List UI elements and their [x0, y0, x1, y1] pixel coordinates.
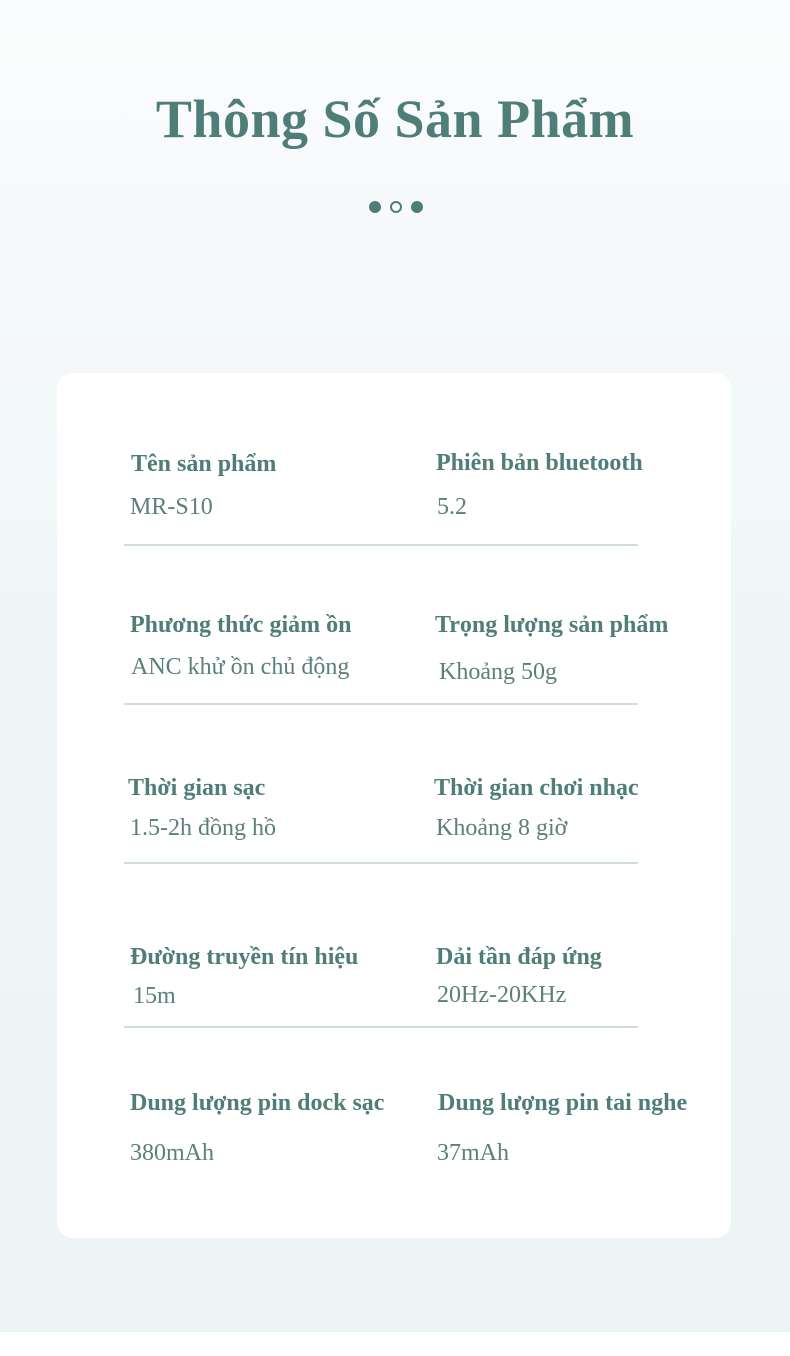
- spec-label-signal-range: Đường truyền tín hiệu: [130, 944, 359, 970]
- spec-label-frequency-response: Dải tần đáp ứng: [436, 944, 602, 970]
- spec-value-noise-cancelling: ANC khử ồn chủ động: [131, 654, 350, 680]
- divider: [124, 862, 638, 864]
- divider: [124, 544, 638, 546]
- spec-value-weight: Khoảng 50g: [439, 659, 557, 685]
- decorative-dots: [369, 201, 423, 215]
- spec-value-frequency-response: 20Hz-20KHz: [437, 982, 567, 1008]
- spec-value-earbud-battery: 37mAh: [437, 1140, 509, 1166]
- spec-label-earbud-battery: Dung lượng pin tai nghe: [438, 1090, 688, 1116]
- divider: [124, 1026, 638, 1028]
- divider: [124, 703, 638, 705]
- spec-label-weight: Trọng lượng sản phẩm: [435, 612, 669, 638]
- dot-filled-icon: [411, 201, 423, 213]
- spec-label-product-name: Tên sản phẩm: [131, 451, 277, 477]
- spec-value-product-name: MR-S10: [130, 494, 213, 520]
- spec-label-noise-cancelling: Phương thức giảm ồn: [130, 612, 352, 638]
- spec-value-charging-time: 1.5-2h đồng hồ: [130, 815, 276, 841]
- page-title: Thông Số Sản Phẩm: [155, 89, 635, 149]
- spec-value-dock-battery: 380mAh: [130, 1140, 214, 1166]
- dot-hollow-icon: [390, 201, 402, 213]
- spec-value-playback-time: Khoảng 8 giờ: [436, 815, 568, 841]
- spec-value-bluetooth-version: 5.2: [437, 494, 467, 520]
- spec-label-charging-time: Thời gian sạc: [128, 775, 266, 801]
- spec-label-bluetooth-version: Phiên bản bluetooth: [436, 450, 643, 476]
- spec-value-signal-range: 15m: [133, 983, 176, 1009]
- spec-label-dock-battery: Dung lượng pin dock sạc: [130, 1090, 385, 1116]
- spec-label-playback-time: Thời gian chơi nhạc: [434, 775, 639, 801]
- dot-filled-icon: [369, 201, 381, 213]
